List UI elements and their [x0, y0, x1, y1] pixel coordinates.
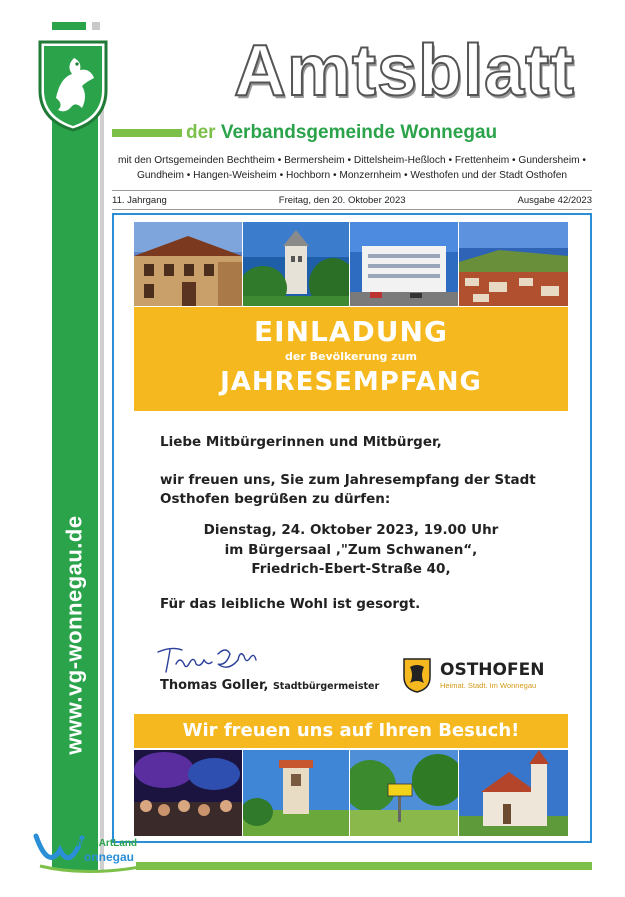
signature-image [152, 642, 262, 680]
signer-name: Thomas Goller, [160, 678, 269, 693]
photo-modern-building [350, 222, 458, 306]
event-date-time: Dienstag, 24. Oktober 2023, 19.00 Uhr [203, 522, 499, 538]
event-venue: im Bürgersaal ‚"Zum Schwanen“, [224, 541, 478, 558]
osthofen-tagline: Heimat. Stadt. Im Wonnegau [440, 681, 537, 690]
masthead-subtitle [186, 122, 497, 144]
signer-role: Stadtbürgermeister [272, 681, 380, 692]
letter-greeting: Liebe Mitbürgerinnen und Mitbürger, [160, 434, 442, 450]
photo-church [459, 750, 568, 836]
subtitle-accent-bar [112, 129, 182, 137]
footer-accent-bar [136, 862, 592, 870]
letter-body-line: wir freuen uns, Sie zum Jahresempfang der Stadt [160, 472, 536, 488]
photo-town-hall [134, 222, 242, 306]
photo-party-crowd [134, 750, 242, 836]
closing-band [134, 714, 568, 748]
photo-tower [243, 222, 349, 306]
footer-logo-line1: WeinArtLand [75, 838, 138, 849]
issue-number: Ausgabe 42/2023 [517, 194, 592, 206]
masthead-title: Amtsblatt [234, 31, 576, 111]
photo-town-sign [350, 750, 458, 836]
header-accent-bar [52, 22, 86, 30]
subtitle-main: Verbandsgemeinde Wonnegau [220, 122, 498, 143]
event-details [134, 521, 568, 580]
communities-list: mit den Ortsgemeinden Bechtheim • Bermersheim • Dittelsheim-Heßloch • Frettenheim • Gundersheim • Gundheim • Hangen-Weisheim • Hochborn • Monzernheim • Westhofen und der Stadt Osthofen [118, 155, 586, 181]
dragon-crest-icon [36, 38, 110, 132]
closing-text: Wir freuen uns auf Ihren Besuch! [182, 720, 520, 741]
sidebar-url-text[interactable]: www.vg-wonnegau.de [62, 515, 88, 755]
sidebar-divider [100, 100, 104, 870]
osthofen-name: OSTHOFEN [440, 660, 545, 680]
header-accent-square [92, 22, 100, 30]
photo-water-tower [243, 750, 349, 836]
invitation-subline: der Bevölkerung zum [285, 350, 417, 363]
footer-logo-line2: onnegau [84, 850, 134, 864]
sidebar-url[interactable] [52, 490, 98, 780]
letter-body [160, 471, 540, 509]
letter-body-line: Osthofen begrüßen zu dürfen: [160, 491, 391, 507]
photo-town-aerial [459, 222, 568, 306]
event-address: Friedrich-Ebert-Straße 40, [251, 561, 451, 577]
signer-line [160, 678, 379, 693]
issue-volume: 11. Jahrgang [112, 194, 167, 206]
invitation-headline: EINLADUNG [254, 315, 448, 348]
subtitle-prefix: der [186, 122, 216, 143]
invitation-headline-2: JAHRESEMPFANG [220, 367, 482, 397]
catering-note: Für das leibliche Wohl ist gesorgt. [160, 596, 421, 612]
invitation-headline-band [134, 307, 568, 411]
osthofen-crest-icon [402, 657, 432, 693]
issue-date: Freitag, den 20. Oktober 2023 [278, 194, 406, 206]
issue-info-line [112, 190, 592, 210]
